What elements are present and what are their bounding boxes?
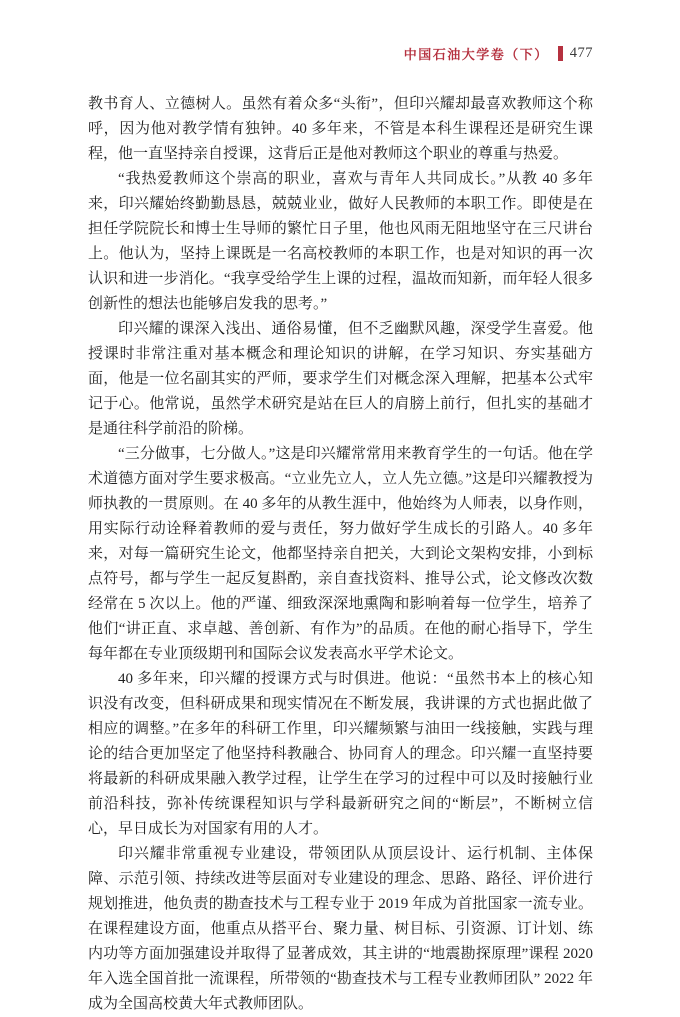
body-paragraph: “我热爱教师这个崇高的职业，喜欢与青年人共同成长。”从教 40 多年来，印兴耀始终勤勤恳恳，兢兢业业，做好人民教师的本职工作。即使是在担任学院院长和博士生导师的繁忙日子里，他也风雨无阻地坚守在三尺讲台上。他认为，坚持上课既是一名高校教师的本职工作，也是对知识的再一次认识和进一步消化。“我享受给学生上课的过程，温故而知新，而年轻人很多创新性的想法也能够启发我的思考。” — [88, 171, 593, 312]
header-divider-bar — [558, 46, 563, 61]
body-paragraph: “三分做事，七分做人。”这是印兴耀常常用来教育学生的一句话。他在学术道德方面对学生要求极高。“立业先立人，立人先立德。”这是印兴耀教授为师执教的一贯原则。在 40 多年的从教生涯中，他始终为人师表，以身作则，用实际行动诠释着教师的爱与责任，努力做好学生成长的引路人。40 多年来，对每一篇研究生论文，他都坚持亲自把关，大到论文架构安排，小到标点符号，都与学生一起反复斟酌，亲自查找资料、推导公式，论文修改次数经常在 5 次以上。他的严谨、细致深深地熏陶和影响着每一位学生，培养了他们“讲正直、求卓越、善创新、有作为”的品质。在他的耐心指导下，学生每年都在专业顶级期刊和国际会议发表高水平学术论文。 — [88, 446, 593, 662]
body-paragraph: 40 多年来，印兴耀的授课方式与时俱进。他说：“虽然书本上的核心知识没有改变，但科研成果和现实情况在不断发展，我讲课的方式也据此做了相应的调整。”在多年的科研工作里，印兴耀频繁与油田一线接触，实践与理论的结合更加坚定了他坚持科教融合、协同育人的理念。印兴耀一直坚持要将最新的科研成果融入教学过程，让学生在学习的过程中可以及时接触行业前沿科技，弥补传统课程知识与学科最新研究之间的“断层”，不断树立信心，早日成长为对国家有用的人才。 — [88, 671, 593, 837]
page-body — [88, 92, 593, 1017]
body-paragraph: 印兴耀的课深入浅出、通俗易懂，但不乏幽默风趣，深受学生喜爱。他授课时非常注重对基本概念和理论知识的讲解，在学习知识、夯实基础方面，他是一位名副其实的严师，要求学生们对概念深入理解，把基本公式牢记于心。他常说，虽然学术研究是站在巨人的肩膀上前行，但扎实的基础才是通往科学前沿的阶梯。 — [88, 321, 593, 437]
page-number: 477 — [569, 44, 593, 61]
body-paragraph: 教书育人、立德树人。虽然有着众多“头衔”，但印兴耀却最喜欢教师这个称呼，因为他对教学情有独钟。40 多年来，不管是本科生课程还是研究生课程，他一直坚持亲自授课，这背后正是他对教师这个职业的尊重与热爱。 — [88, 96, 593, 162]
body-paragraph: 印兴耀非常重视专业建设，带领团队从顶层设计、运行机制、主体保障、示范引领、持续改进等层面对专业建设的理念、思路、路径、评价进行规划推进，他负责的勘查技术与工程专业于 2019 年成为首批国家一流专业。在课程建设方面，他重点从搭平台、聚力量、树目标、引资源、订计划、练内功等方面加强建设并取得了显著成效，其主讲的“地震勘探原理”课程 2020 年入选全国首批一流课程，所带领的“勘查技术与工程专业教师团队” 2022 年成为全国高校黄大年式教师团队。 — [88, 846, 593, 1012]
running-head-title: 中国石油大学卷（下） — [403, 46, 549, 62]
page-header — [88, 44, 593, 62]
